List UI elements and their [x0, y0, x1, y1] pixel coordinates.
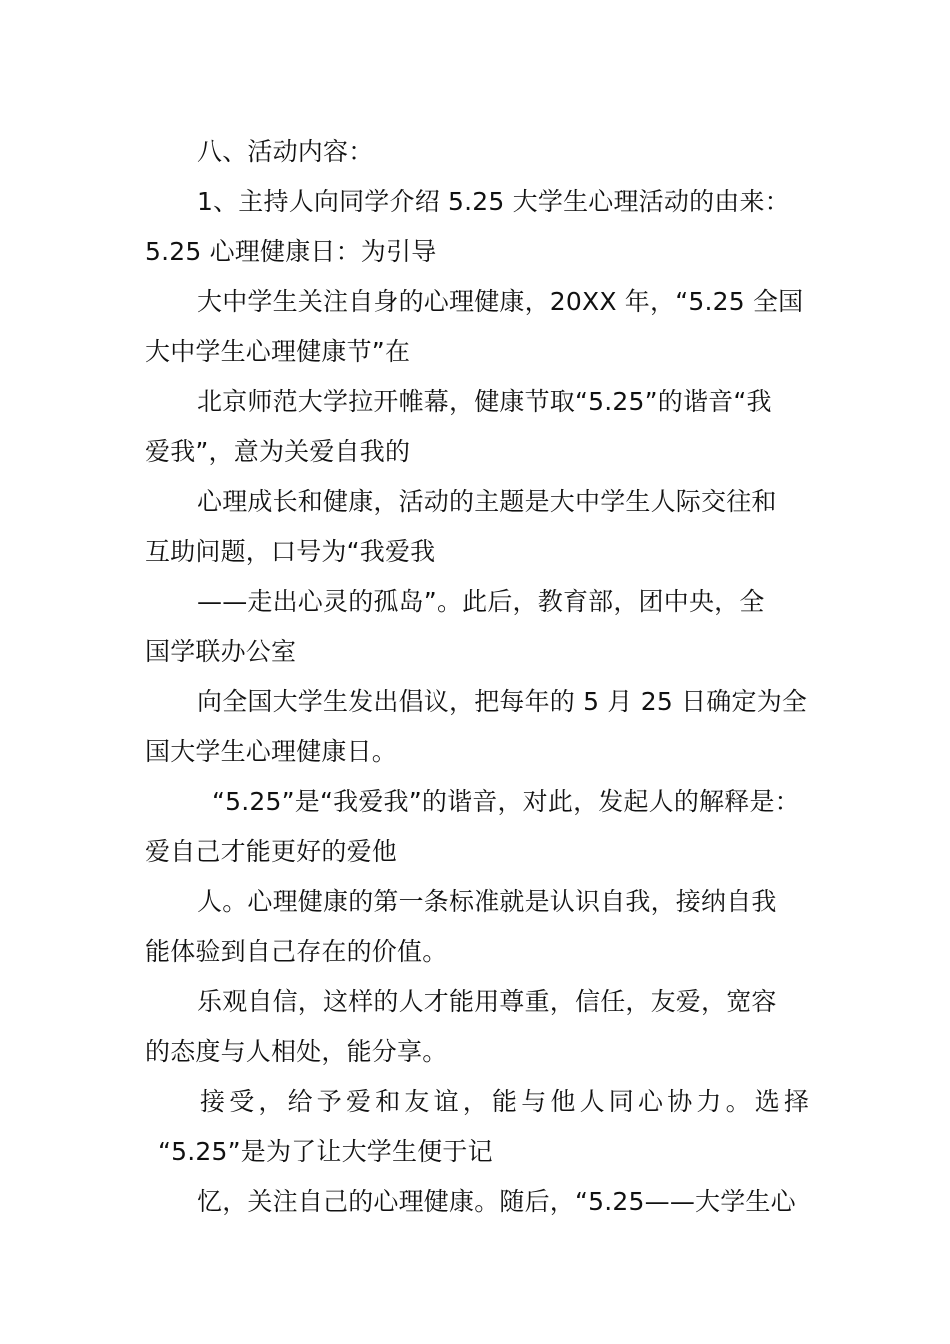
body-line: 爱我”，意为关爱自我的 [145, 437, 411, 466]
body-line: 能体验到自己存在的价值。 [145, 937, 448, 966]
body-line: 大中学生关注自身的心理健康，20XX 年，“5.25 全国 [197, 287, 804, 316]
body-line: 北京师范大学拉开帷幕，健康节取“5.25”的谐音“我 [197, 387, 772, 416]
body-line: 国大学生心理健康日。 [145, 737, 398, 766]
body-line: “5.25”是为了让大学生便于记 [158, 1137, 493, 1166]
body-line: 人。心理健康的第一条标准就是认识自我，接纳自我 [197, 887, 777, 916]
body-line: “5.25”是“我爱我”的谐音，对此，发起人的解释是： [212, 787, 800, 816]
body-line: 心理成长和健康，活动的主题是大中学生人际交往和 [197, 487, 777, 516]
body-line: 1、主持人向同学介绍 5.25 大学生心理活动的由来： [197, 187, 790, 216]
section-heading: 八、活动内容： [197, 137, 374, 166]
body-line: 国学联办公室 [145, 637, 297, 666]
body-line: 互助问题，口号为“我爱我 [145, 537, 436, 566]
body-line: 爱自己才能更好的爱他 [145, 837, 398, 866]
body-line: 接受，给予爱和友谊，能与他人同心协力。选择 [200, 1087, 814, 1116]
body-line: 的态度与人相处，能分享。 [145, 1037, 448, 1066]
body-line: 5.25 心理健康日：为引导 [145, 237, 437, 266]
body-line: 大中学生心理健康节”在 [145, 337, 411, 366]
body-line: 向全国大学生发出倡议，把每年的 5 月 25 日确定为全 [197, 687, 808, 716]
body-line: 忆，关注自己的心理健康。随后，“5.25——大学生心 [197, 1187, 796, 1216]
body-line: ——走出心灵的孤岛”。此后，教育部，团中央，全 [197, 587, 765, 616]
body-line: 乐观自信，这样的人才能用尊重，信任，友爱，宽容 [197, 987, 777, 1016]
